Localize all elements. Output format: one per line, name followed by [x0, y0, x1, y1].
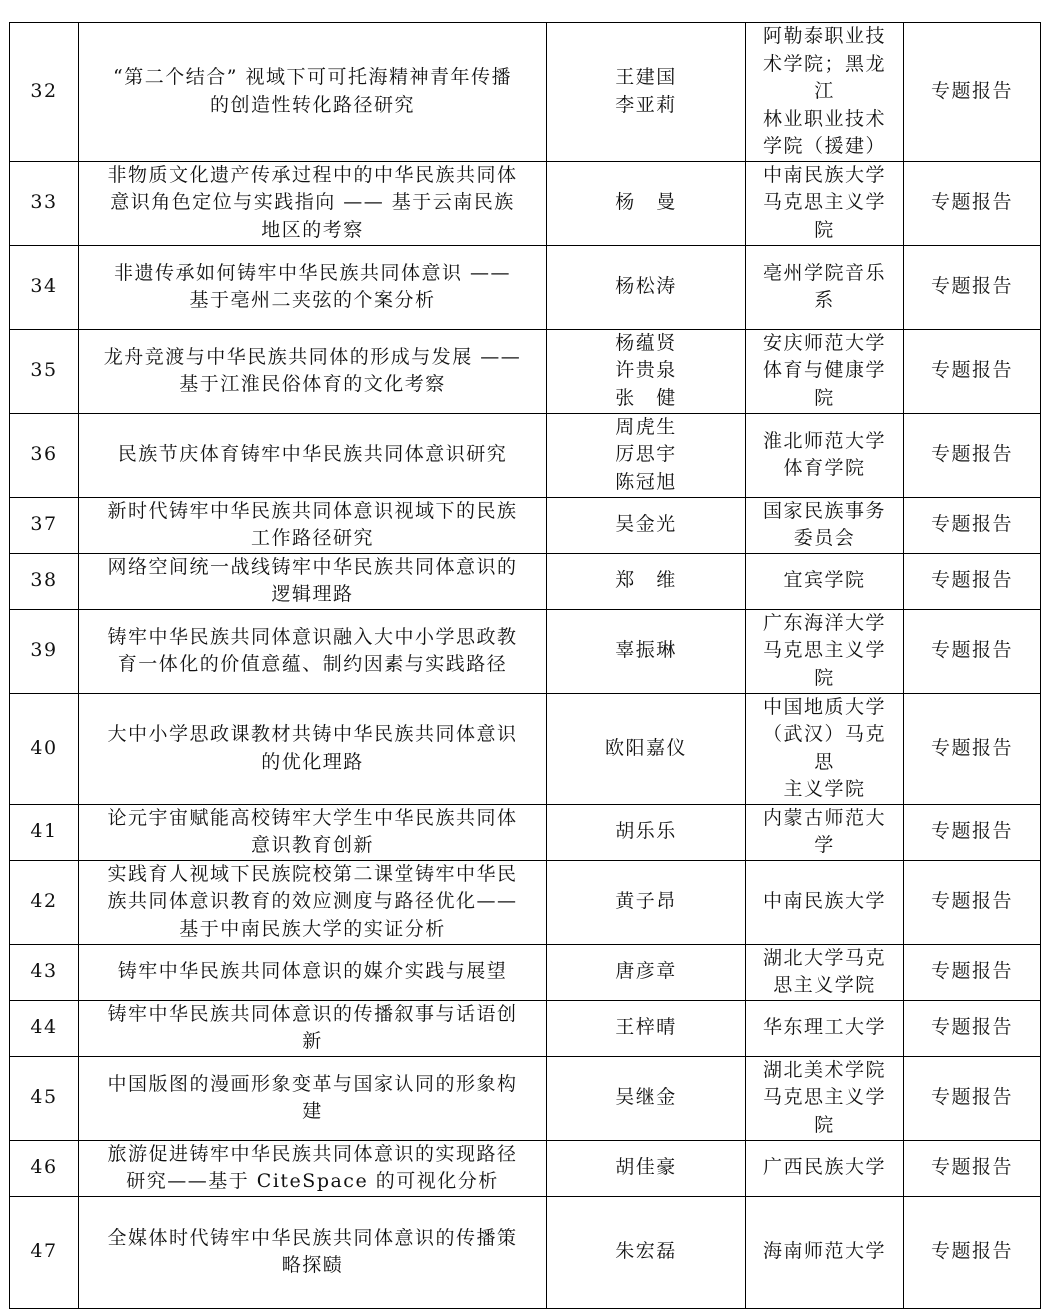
report-title-line: 研究——基于 CiteSpace 的可视化分析	[126, 1170, 499, 1192]
affiliation-line: 院	[814, 386, 835, 409]
affiliation-line: 马克思主义学	[762, 191, 886, 214]
report-type: 专题报告	[904, 329, 1041, 413]
report-title-line: 族共同体意识教育的效应测度与路径优化——	[107, 890, 518, 913]
author-names	[547, 1000, 746, 1056]
report-title-line: 铸牢中华民族共同体意识的传播叙事与话语创	[107, 1002, 518, 1025]
affiliation-line: （武汉）马克思	[762, 723, 886, 773]
affiliation-line: 广东海洋大学	[762, 611, 886, 634]
affiliation	[746, 1000, 904, 1056]
report-title	[79, 329, 547, 413]
author-name: 王梓晴	[615, 1016, 677, 1039]
affiliation-line: 学	[814, 834, 835, 856]
report-type: 专题报告	[904, 693, 1041, 804]
report-type: 专题报告	[904, 1140, 1041, 1196]
affiliation	[746, 161, 904, 245]
table-row	[10, 1196, 1041, 1308]
report-title-line: 逻辑理路	[271, 583, 354, 605]
report-title	[79, 497, 547, 553]
affiliation	[746, 693, 904, 804]
report-title-line: 铸牢中华民族共同体意识的媒介实践与展望	[117, 960, 508, 983]
table-row	[10, 553, 1041, 609]
report-title-line: 意识角色定位与实践指向 —— 基于云南民族	[110, 191, 515, 214]
table-row	[10, 944, 1041, 1000]
report-title	[79, 23, 547, 162]
author-names	[547, 1140, 746, 1196]
row-number: 33	[10, 161, 79, 245]
report-title-line: 建	[302, 1100, 323, 1122]
report-title-line: 基于江淮民俗体育的文化考察	[179, 373, 446, 395]
report-type: 专题报告	[904, 23, 1041, 162]
table-row	[10, 245, 1041, 329]
affiliation-line: 内蒙古师范大	[762, 806, 886, 829]
table-row	[10, 609, 1041, 693]
report-type: 专题报告	[904, 609, 1041, 693]
author-name: 杨松涛	[615, 275, 677, 298]
report-type: 专题报告	[904, 1196, 1041, 1308]
author-names	[547, 860, 746, 944]
author-names	[547, 804, 746, 860]
affiliation-line: 思主义学院	[773, 974, 876, 996]
report-title	[79, 1196, 547, 1308]
report-title	[79, 804, 547, 860]
row-number: 42	[10, 860, 79, 944]
table-row	[10, 23, 1041, 162]
author-names	[547, 329, 746, 413]
report-title-line: 基于中南民族大学的实证分析	[179, 917, 446, 940]
author-names	[547, 245, 746, 329]
affiliation	[746, 860, 904, 944]
report-title	[79, 860, 547, 944]
table-row	[10, 1140, 1041, 1196]
report-title-line: 意识教育创新	[250, 834, 374, 856]
report-title-line: 新时代铸牢中华民族共同体意识视域下的民族	[107, 499, 518, 522]
affiliation-line: 淮北师范大学	[762, 429, 886, 452]
affiliation-line: 林业职业技术	[762, 107, 886, 130]
author-names	[547, 23, 746, 162]
row-number: 35	[10, 329, 79, 413]
row-number: 39	[10, 609, 79, 693]
author-names	[547, 413, 746, 497]
report-title-line: “第二个结合” 视域下可可托海精神青年传播	[113, 66, 512, 89]
affiliation	[746, 1056, 904, 1140]
author-name: 许贵泉	[615, 359, 677, 382]
report-title-line: 非遗传承如何铸牢中华民族共同体意识 ——	[113, 261, 512, 284]
affiliation-line: 华东理工大学	[762, 1016, 886, 1039]
report-title	[79, 1000, 547, 1056]
affiliation	[746, 23, 904, 162]
affiliation-line: 院	[814, 1113, 835, 1136]
author-name: 李亚莉	[615, 93, 677, 116]
row-number: 36	[10, 413, 79, 497]
report-title-line: 新	[302, 1030, 323, 1052]
report-title-line: 全媒体时代铸牢中华民族共同体意识的传播策	[107, 1226, 518, 1249]
author-name: 郑 维	[615, 569, 677, 592]
affiliation-line: 中南民族大学	[762, 163, 886, 186]
report-title-line: 非物质文化遗产传承过程中的中华民族共同体	[107, 163, 518, 186]
affiliation	[746, 804, 904, 860]
affiliation	[746, 245, 904, 329]
affiliation-line: 广西民族大学	[762, 1156, 886, 1179]
report-title-line: 铸牢中华民族共同体意识融入大中小学思政教	[107, 625, 518, 648]
affiliation-line: 马克思主义学	[762, 639, 886, 662]
table-row	[10, 860, 1041, 944]
report-type: 专题报告	[904, 161, 1041, 245]
row-number: 45	[10, 1056, 79, 1140]
table-row	[10, 804, 1041, 860]
table-row	[10, 413, 1041, 497]
report-type: 专题报告	[904, 860, 1041, 944]
report-title	[79, 693, 547, 804]
affiliation	[746, 944, 904, 1000]
report-title	[79, 413, 547, 497]
report-type: 专题报告	[904, 804, 1041, 860]
affiliation-line: 中南民族大学	[762, 890, 886, 913]
author-names	[547, 1056, 746, 1140]
affiliation	[746, 553, 904, 609]
author-name: 辜振琳	[615, 639, 677, 662]
report-type: 专题报告	[904, 245, 1041, 329]
author-name: 张 健	[615, 386, 677, 409]
affiliation-line: 体育与健康学	[762, 359, 886, 382]
author-name: 胡佳豪	[615, 1156, 677, 1179]
report-type: 专题报告	[904, 553, 1041, 609]
author-name: 陈冠旭	[615, 470, 677, 493]
affiliation-line: 宜宾学院	[783, 569, 866, 592]
table-row	[10, 1000, 1041, 1056]
row-number: 46	[10, 1140, 79, 1196]
report-title-line: 中国版图的漫画形象变革与国家认同的形象构	[107, 1072, 518, 1095]
table-row	[10, 161, 1041, 245]
affiliation	[746, 497, 904, 553]
report-title-line: 论元宇宙赋能高校铸牢大学生中华民族共同体	[107, 806, 518, 829]
affiliation-line: 马克思主义学	[762, 1086, 886, 1109]
report-title	[79, 161, 547, 245]
report-title	[79, 1056, 547, 1140]
report-title-line: 基于亳州二夹弦的个案分析	[189, 289, 436, 311]
report-title-line: 大中小学思政课教材共铸中华民族共同体意识	[107, 723, 518, 745]
row-number: 34	[10, 245, 79, 329]
affiliation	[746, 1140, 904, 1196]
report-title	[79, 245, 547, 329]
report-title-line: 育一体化的价值意蕴、制约因素与实践路径	[117, 653, 508, 675]
author-names	[547, 609, 746, 693]
row-number: 32	[10, 23, 79, 162]
author-names	[547, 497, 746, 553]
row-number: 40	[10, 693, 79, 804]
affiliation-line: 亳州学院音乐	[762, 261, 886, 284]
affiliation-line: 术学院；黑龙江	[762, 52, 886, 102]
report-title-line: 实践育人视域下民族院校第二课堂铸牢中华民	[107, 862, 518, 885]
report-title	[79, 944, 547, 1000]
affiliation-line: 主义学院	[783, 778, 866, 800]
report-title	[79, 553, 547, 609]
affiliation-line: 中国地质大学	[762, 695, 886, 718]
table-row	[10, 329, 1041, 413]
affiliation-line: 安庆师范大学	[762, 331, 886, 354]
author-name: 欧阳嘉仪	[604, 736, 687, 759]
row-number: 43	[10, 944, 79, 1000]
affiliation	[746, 1196, 904, 1308]
report-title-line: 地区的考察	[261, 218, 364, 241]
report-title-line: 的创造性转化路径研究	[209, 93, 415, 116]
report-title-line: 民族节庆体育铸牢中华民族共同体意识研究	[117, 443, 508, 466]
affiliation	[746, 413, 904, 497]
report-title-line: 旅游促进铸牢中华民族共同体意识的实现路径	[107, 1142, 518, 1165]
affiliation-line: 院	[814, 218, 835, 241]
author-names	[547, 1196, 746, 1308]
affiliation	[746, 609, 904, 693]
affiliation-line: 院	[814, 666, 835, 689]
row-number: 41	[10, 804, 79, 860]
author-names	[547, 693, 746, 804]
author-name: 朱宏磊	[615, 1240, 677, 1263]
author-name: 杨 曼	[615, 191, 677, 214]
report-type: 专题报告	[904, 1000, 1041, 1056]
table-row	[10, 497, 1041, 553]
report-title	[79, 1140, 547, 1196]
author-name: 王建国	[615, 66, 677, 89]
author-name: 黄子昂	[615, 890, 677, 913]
row-number: 44	[10, 1000, 79, 1056]
report-title-line: 龙舟竞渡与中华民族共同体的形成与发展 ——	[103, 345, 522, 368]
author-name: 厉思宇	[615, 443, 677, 466]
affiliation-line: 国家民族事务	[762, 499, 886, 522]
author-name: 胡乐乐	[615, 820, 677, 843]
report-title-line: 网络空间统一战线铸牢中华民族共同体意识的	[107, 555, 518, 578]
author-name: 吴金光	[615, 513, 677, 536]
row-number: 38	[10, 553, 79, 609]
author-name: 吴继金	[615, 1086, 677, 1109]
author-names	[547, 944, 746, 1000]
report-title	[79, 609, 547, 693]
author-name: 唐彦章	[615, 960, 677, 983]
author-name: 杨蕴贤	[615, 331, 677, 354]
author-name: 周虎生	[615, 415, 677, 438]
affiliation-line: 湖北大学马克	[762, 946, 886, 969]
affiliation-line: 海南师范大学	[762, 1240, 886, 1263]
affiliation-line: 委员会	[793, 527, 856, 549]
presentation-schedule-table	[9, 22, 1041, 1309]
row-number: 47	[10, 1196, 79, 1308]
report-title-line: 略探赜	[281, 1254, 344, 1276]
affiliation-line: 湖北美术学院	[762, 1058, 886, 1081]
affiliation-line: 体育学院	[783, 457, 866, 479]
affiliation-line: 学院（援建）	[762, 135, 886, 157]
table-row	[10, 693, 1041, 804]
report-title-line: 工作路径研究	[250, 527, 374, 549]
author-names	[547, 161, 746, 245]
schedule-body	[10, 23, 1041, 1309]
report-type: 专题报告	[904, 413, 1041, 497]
report-title-line: 的优化理路	[261, 750, 364, 773]
affiliation-line: 系	[814, 289, 835, 311]
affiliation	[746, 329, 904, 413]
report-type: 专题报告	[904, 1056, 1041, 1140]
affiliation-line: 阿勒泰职业技	[762, 25, 886, 47]
table-row	[10, 1056, 1041, 1140]
report-type: 专题报告	[904, 944, 1041, 1000]
report-type: 专题报告	[904, 497, 1041, 553]
author-names	[547, 553, 746, 609]
row-number: 37	[10, 497, 79, 553]
